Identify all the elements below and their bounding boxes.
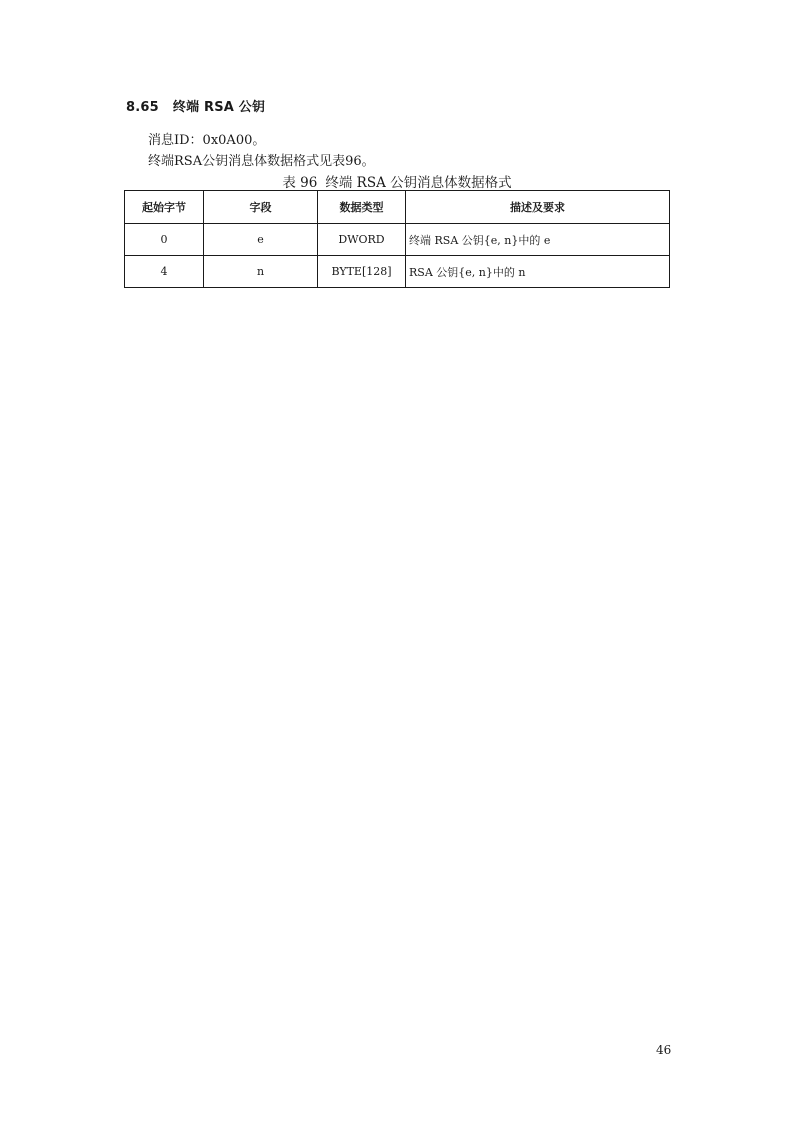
cell-data-type: BYTE[128]	[318, 256, 406, 288]
table-caption	[0, 171, 794, 191]
cell-description: RSA 公钥{e, n}中的 n	[406, 256, 670, 288]
header-description: 描述及要求	[406, 191, 670, 224]
table-header-row	[125, 191, 670, 224]
table-row	[125, 224, 670, 256]
message-id-paragraph: 消息ID：0x0A00。	[148, 133, 266, 148]
format-reference-paragraph: 终端RSA公钥消息体数据格式见表96。	[148, 154, 375, 169]
cell-start-byte: 0	[125, 224, 204, 256]
cell-field: n	[204, 256, 318, 288]
header-data-type: 数据类型	[318, 191, 406, 224]
cell-start-byte: 4	[125, 256, 204, 288]
cell-description: 终端 RSA 公钥{e, n}中的 e	[406, 224, 670, 256]
message-format-table	[124, 190, 670, 288]
page-number: 46	[656, 1043, 672, 1057]
header-start-byte: 起始字节	[125, 191, 204, 224]
table-caption-number: 表 96	[282, 175, 318, 191]
header-field: 字段	[204, 191, 318, 224]
table-caption-title: 终端 RSA 公钥消息体数据格式	[325, 175, 512, 191]
section-title: 终端 RSA 公钥	[172, 100, 266, 115]
cell-field: e	[204, 224, 318, 256]
table-row	[125, 256, 670, 288]
section-number: 8.65	[126, 100, 159, 115]
section-heading	[126, 96, 265, 115]
cell-data-type: DWORD	[318, 224, 406, 256]
